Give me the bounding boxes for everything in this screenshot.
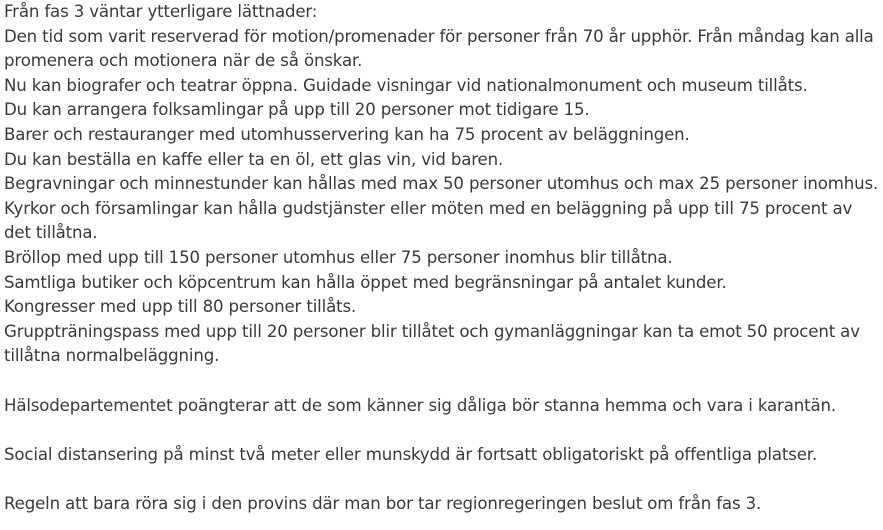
list-item: Samtliga butiker och köpcentrum kan hålla öppet med begränsningar på antalet kunder.	[4, 272, 727, 292]
list-item: Du kan beställa en kaffe eller ta en öl, ett glas vin, vid baren.	[4, 149, 504, 169]
list-item: Barer och restauranger med utomhusservering kan ha 75 procent av beläggningen.	[4, 124, 690, 144]
list-item: Nu kan biografer och teatrar öppna. Guidade visningar vid nationalmonument och museum tillåts.	[4, 75, 808, 95]
article-body	[4, 0, 880, 516]
relaxation-list	[4, 0, 880, 369]
list-intro: Från fas 3 väntar ytterligare lättnader:	[4, 2, 318, 21]
paragraph-spacer	[4, 418, 880, 443]
list-item: Kyrkor och församlingar kan hålla gudstjänster eller möten med en beläggning på upp till 75 procent av det tillåtna.	[4, 198, 853, 243]
list-item: Begravningar och minnestunder kan hållas med max 50 personer utomhus och max 25 personer inomhus.	[4, 174, 879, 194]
list-item: Bröllop med upp till 150 personer utomhus eller 75 personer inomhus blir tillåtna.	[4, 247, 673, 267]
paragraph-spacer	[4, 369, 880, 394]
list-item: Kongresser med upp till 80 personer tillåts.	[4, 297, 357, 317]
list-item: Den tid som varit reserverad för motion/promenader för personer från 70 år upphör. Från måndag kan alla promenera och motionera när de så önskar.	[4, 26, 874, 71]
health-paragraph: Hälsodepartementet poängterar att de som känner sig dåliga bör stanna hemma och vara i karantän.	[4, 395, 836, 415]
region-paragraph: Regeln att bara röra sig i den provins där man bor tar regionregeringen beslut om från fas 3.	[4, 493, 762, 513]
list-item: Gruppträningspass med upp till 20 personer blir tillåtet och gymanläggningar kan ta emot 50 procent av tillåtna normalbeläggning.	[4, 321, 860, 366]
distancing-paragraph: Social distansering på minst två meter eller munskydd är fortsatt obligatoriskt på offentliga platser.	[4, 444, 818, 464]
list-item: Du kan arrangera folksamlingar på upp till 20 personer mot tidigare 15.	[4, 100, 590, 120]
paragraph-spacer	[4, 467, 880, 492]
